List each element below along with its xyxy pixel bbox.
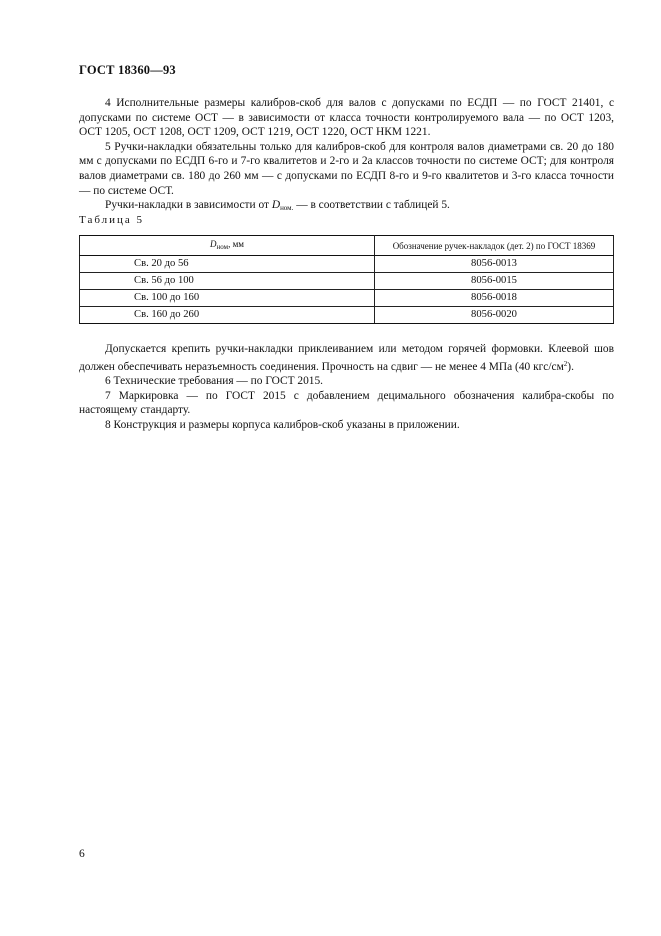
table-cell-designation: 8056-0013 <box>375 256 614 273</box>
table-cell-range: Св. 20 до 56 <box>80 256 375 273</box>
table-header-diameter <box>80 236 375 256</box>
table-row <box>80 273 614 290</box>
table-header-row <box>80 236 614 256</box>
table-row <box>80 256 614 273</box>
glue-text-tail: ). <box>567 360 574 373</box>
table-cell-designation: 8056-0018 <box>375 290 614 307</box>
paragraph-8: 8 Конструкция и размеры корпуса калибров-скоб указаны в приложении. <box>105 418 460 431</box>
dnom-subscript: ном. <box>280 204 294 213</box>
table-5 <box>79 235 614 324</box>
text-block-top <box>79 96 614 216</box>
glue-text-main: Допускается крепить ручки-накладки приклеиванием или методом горячей формовки. Клеевой шов должен обеспечивать неразъемность соединения. Прочность на сдвиг — не менее 4 МПа (40 кгс/см <box>79 343 614 373</box>
document-header: ГОСТ 18360—93 <box>79 63 176 77</box>
paragraph-7: 7 Маркировка — по ГОСТ 2015 с добавлением децимального обозначения калибра-скобы по настоящему стандарту. <box>79 389 614 417</box>
page-number: 6 <box>79 848 85 860</box>
dnom-text-after: — в соответствии с таблицей 5. <box>293 199 450 212</box>
paragraph-6: 6 Технические требования — по ГОСТ 2015. <box>105 375 324 388</box>
paragraph-4: 4 Исполнительные размеры калибров-скоб для валов с допусками по ЕСДП — по ГОСТ 21401, с допусками по системе ОСТ — в зависимости от класса точности контролируемого вала — по ОСТ 1203, ОСТ 1205, ОСТ 1208, ОСТ 1209, ОСТ 1219, ОСТ 1220, ОСТ НКМ 1221. <box>79 97 614 139</box>
table-caption: Таблица 5 <box>79 214 145 226</box>
table-cell-designation: 8056-0015 <box>375 273 614 290</box>
text-block-bottom <box>79 342 614 433</box>
table-cell-range: Св. 160 до 260 <box>80 307 375 324</box>
dnom-symbol: D <box>271 199 281 212</box>
table-row <box>80 290 614 307</box>
header-d-symbol: D <box>210 239 217 249</box>
table-row <box>80 307 614 324</box>
paragraph-glue <box>79 342 614 374</box>
table-cell-range: Св. 56 до 100 <box>80 273 375 290</box>
paragraph-dnom <box>79 198 614 216</box>
table-header-designation: Обозначение ручек-накладок (дет. 2) по ГОСТ 18369 <box>375 236 614 256</box>
header-d-unit: , мм <box>228 239 244 249</box>
glue-superscript: 2 <box>563 359 568 368</box>
table-cell-designation: 8056-0020 <box>375 307 614 324</box>
paragraph-5: 5 Ручки-накладки обязательны только для калибров-скоб для контроля валов диаметрами св. 20 до 180 мм с допусками по ЕСДП 6-го и 7-го квалитетов и 2-го и 2а классов точности по системе ОСТ; для контроля валов диаметрами св. 180 до 260 мм — с допусками по ЕСДП 8-го и 9-го квалитетов и 3-го класса точности — по системе ОСТ. <box>79 140 614 197</box>
table-cell-range: Св. 100 до 160 <box>80 290 375 307</box>
dnom-text-before: Ручки-накладки в зависимости от <box>105 199 272 212</box>
header-d-subscript: ном <box>216 243 229 251</box>
